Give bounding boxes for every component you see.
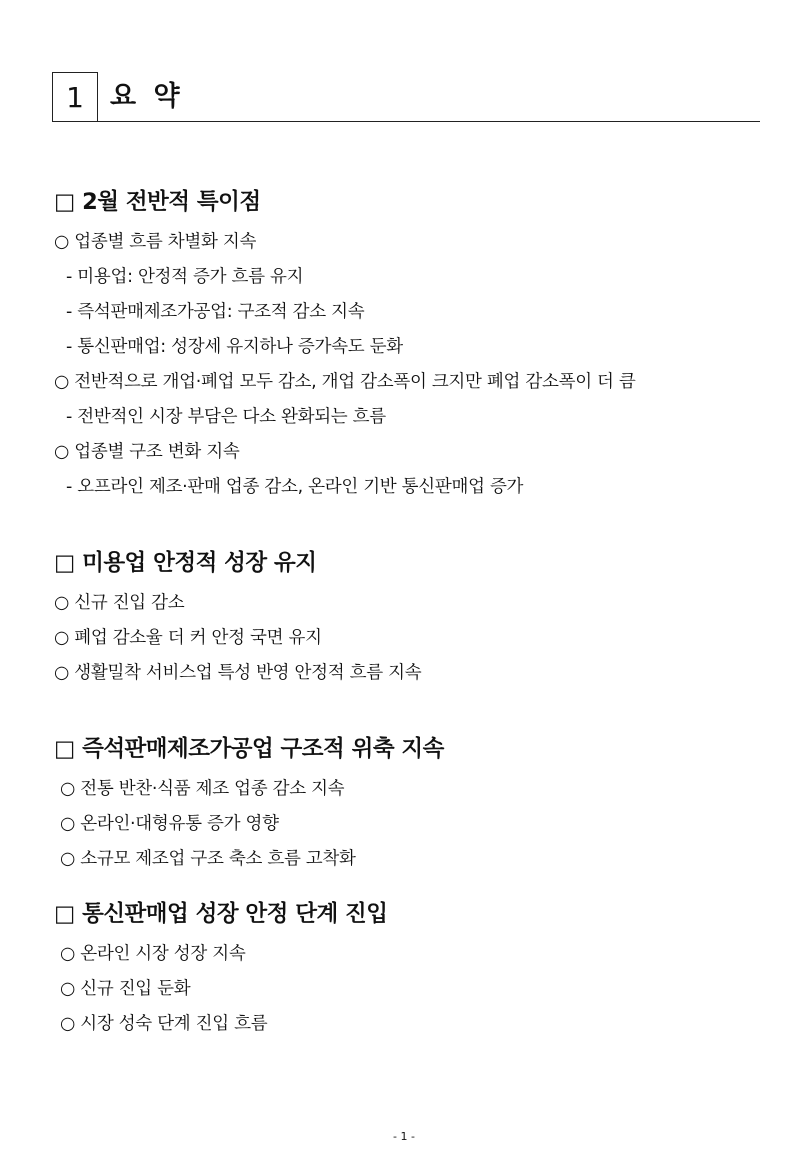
bullet-item: ○ 소규모 제조업 구조 축소 흐름 고착화 [60, 849, 356, 869]
sub-bullet-item: - 즉석판매제조가공업: 구조적 감소 지속 [66, 302, 365, 322]
bullet-item: ○ 업종별 구조 변화 지속 [54, 442, 240, 462]
bullet-item: ○ 전통 반찬·식품 제조 업종 감소 지속 [60, 779, 345, 799]
section-title: □ 2월 전반적 특이점 [54, 189, 261, 215]
bullet-item: ○ 신규 진입 둔화 [60, 979, 191, 999]
chapter-number: 1 [52, 72, 98, 121]
sub-bullet-item: - 미용업: 안정적 증가 흐름 유지 [66, 267, 304, 287]
bullet-item: ○ 시장 성숙 단계 진입 흐름 [60, 1014, 268, 1034]
section-title: □ 미용업 안정적 성장 유지 [54, 550, 317, 576]
chapter-header [52, 72, 760, 122]
bullet-item: ○ 신규 진입 감소 [54, 593, 185, 613]
bullet-item: ○ 온라인 시장 성장 지속 [60, 944, 246, 964]
chapter-title: 요 약 [110, 81, 184, 112]
bullet-item: ○ 생활밀착 서비스업 특성 반영 안정적 흐름 지속 [54, 663, 422, 683]
sub-bullet-item: - 통신판매업: 성장세 유지하나 증가속도 둔화 [66, 337, 403, 357]
bullet-item: ○ 온라인·대형유통 증가 영향 [60, 814, 279, 834]
sub-bullet-item: - 전반적인 시장 부담은 다소 완화되는 흐름 [66, 407, 386, 427]
page-number: - 1 - [393, 1130, 415, 1143]
section-title: □ 즉석판매제조가공업 구조적 위축 지속 [54, 736, 444, 762]
bullet-item: ○ 폐업 감소율 더 커 안정 국면 유지 [54, 628, 322, 648]
section-title: □ 통신판매업 성장 안정 단계 진입 [54, 901, 388, 927]
sub-bullet-item: - 오프라인 제조·판매 업종 감소, 온라인 기반 통신판매업 증가 [66, 477, 524, 497]
bullet-item: ○ 업종별 흐름 차별화 지속 [54, 232, 257, 252]
bullet-item: ○ 전반적으로 개업·폐업 모두 감소, 개업 감소폭이 크지만 폐업 감소폭이 더 큼 [54, 372, 636, 392]
